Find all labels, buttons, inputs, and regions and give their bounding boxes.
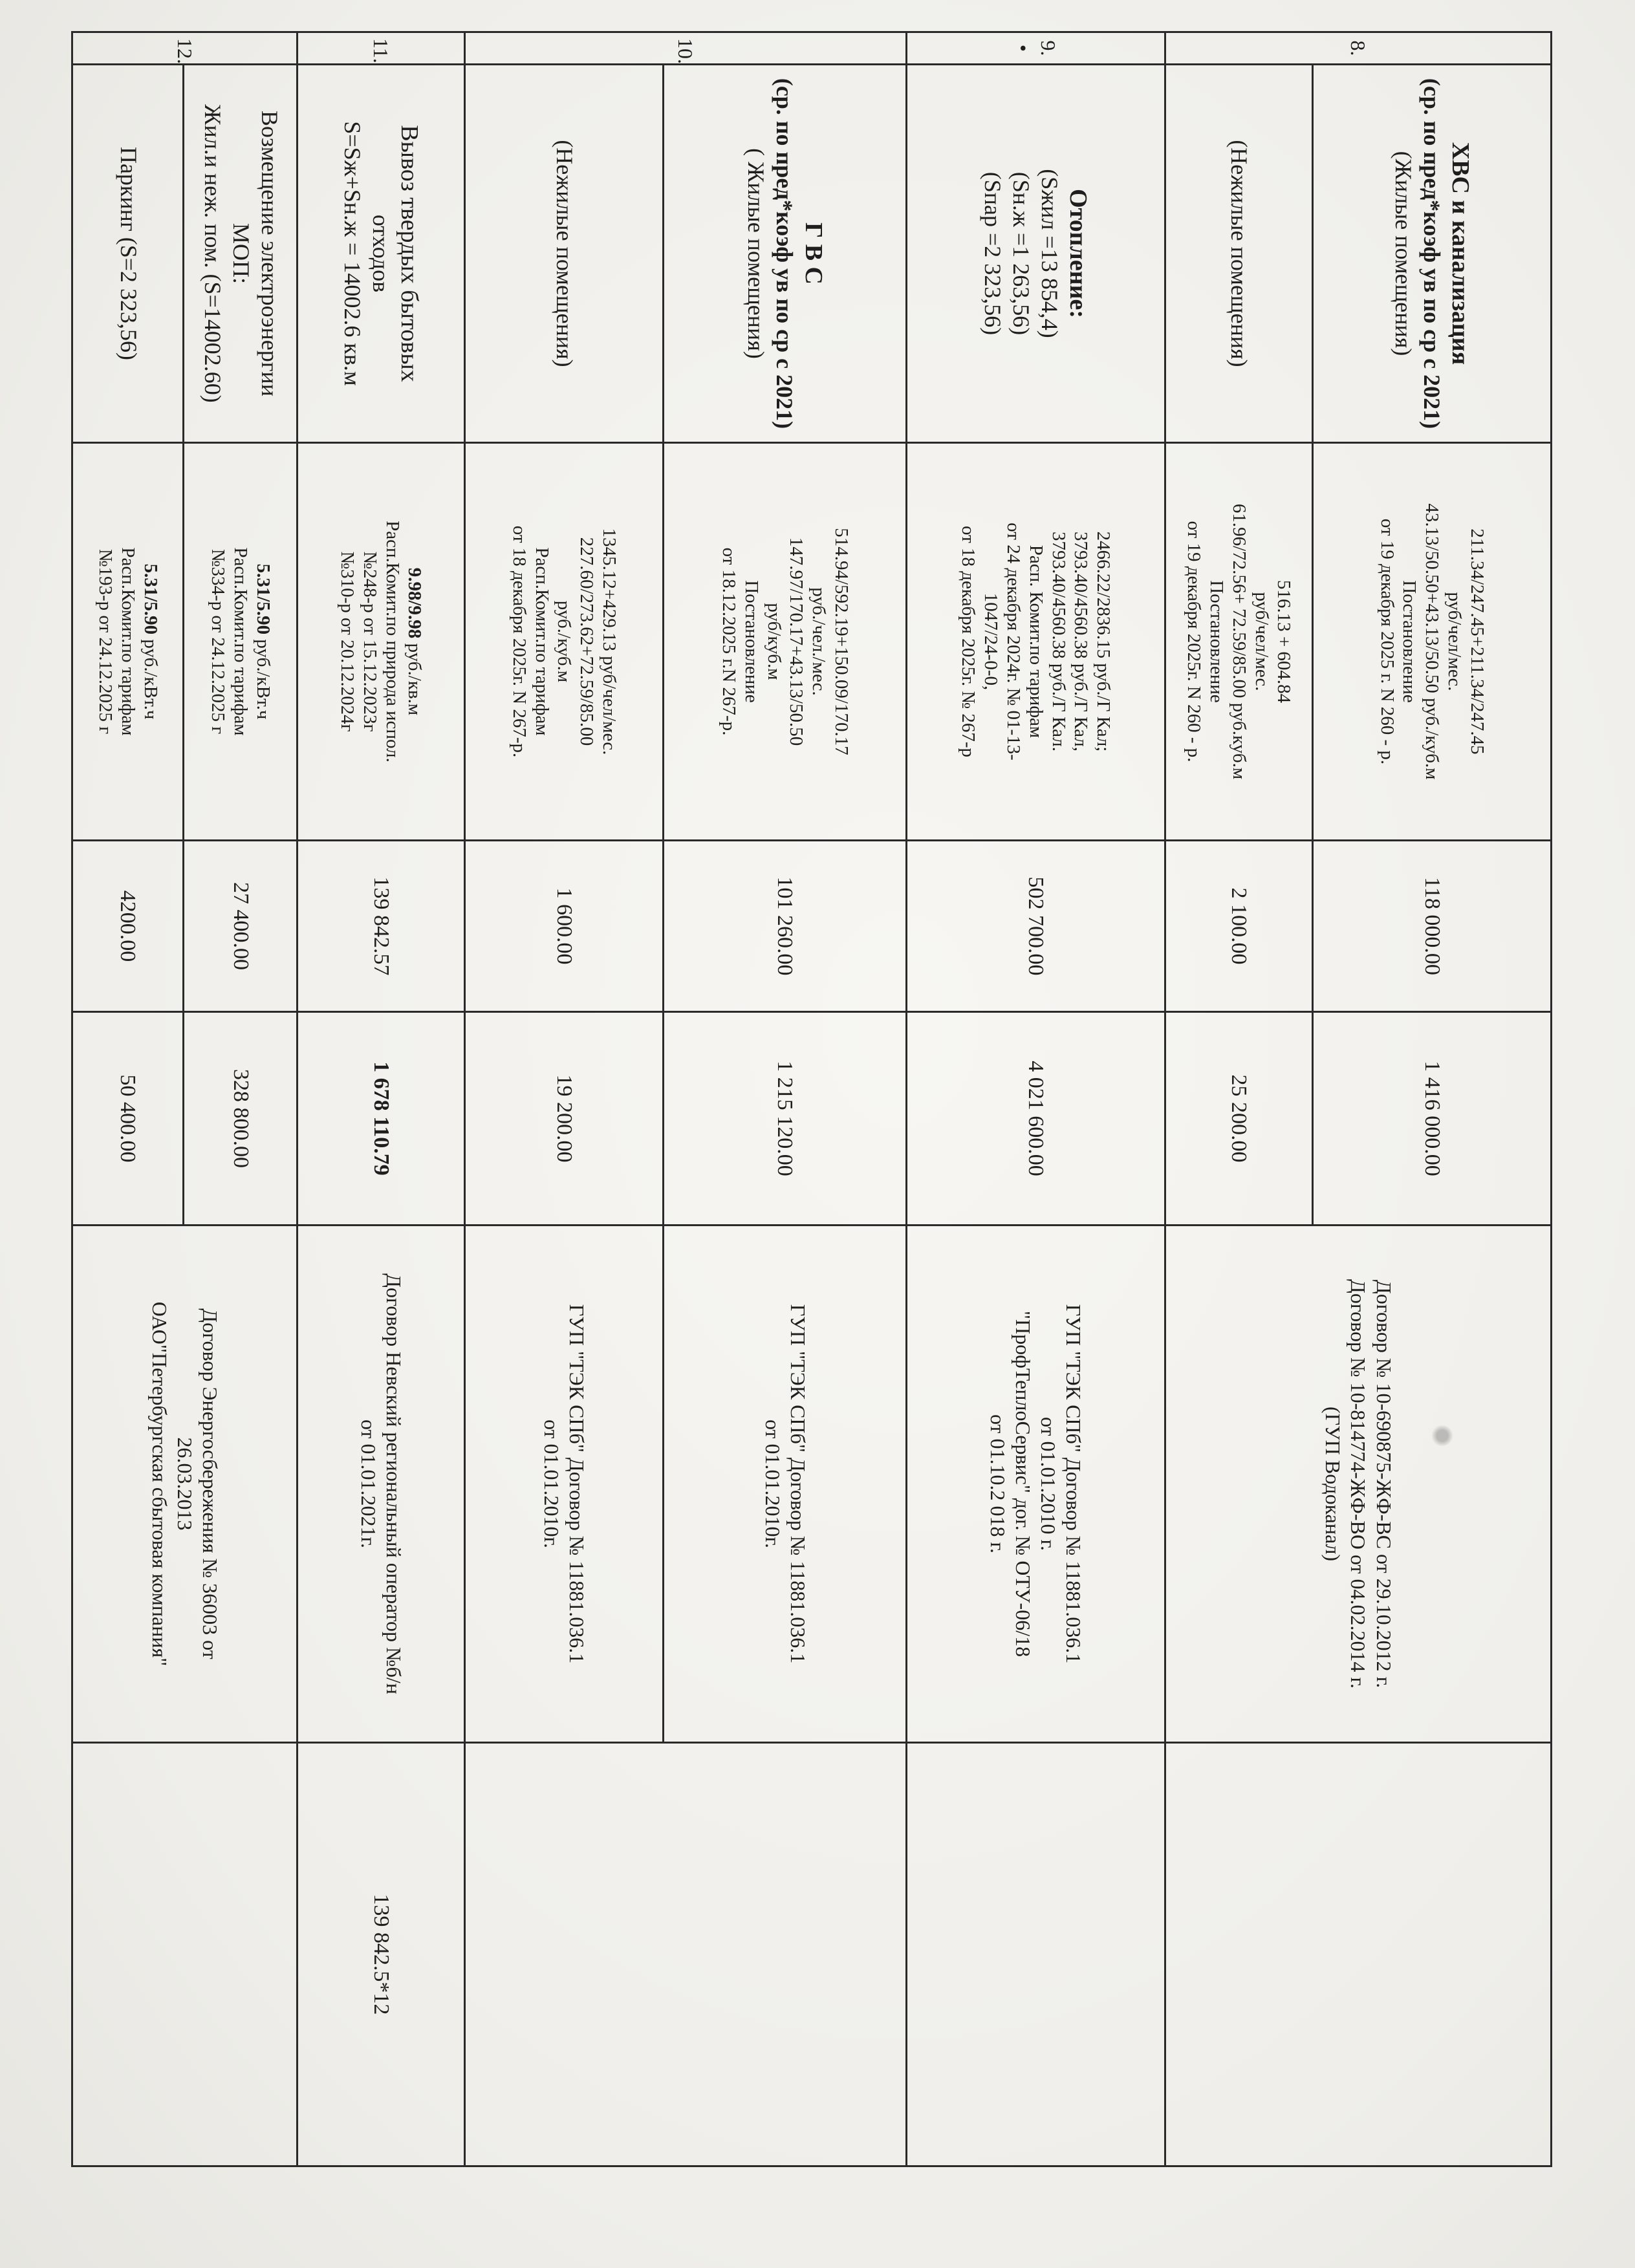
text-line: Договор № 10-690875-ЖФ-ВС от 29.10.2012 г. [1372,1279,1396,1689]
amount-month: 502 700.00 [906,841,1165,1012]
tariff-cell [298,443,465,841]
row-number: 11. [298,32,465,65]
text-line: от 18 декабря 2025г. № 267-р [958,526,979,757]
extra-cell [1165,1743,1551,2166]
text-line: от 01.01.2010г. [761,1419,785,1549]
service-title: Г В С [799,222,827,285]
area-line: S=Sж+Sн.ж = 14002.6 кв.м [339,121,365,386]
service-note: (ср. по пред*коэф ув по ср с 2021) [772,78,798,429]
table-row [184,32,298,2166]
service-name [298,65,465,443]
text-line: руб./чел./мес. [808,587,830,696]
rotated-table-area [71,31,1552,2165]
service-title: ХВС и канализация [1446,142,1474,365]
text-line: (ГУП Водоканал) [1321,1406,1345,1562]
area-line: (Sжил =13 854,4) [1037,169,1063,338]
service-title: Отопление: [1065,188,1092,319]
text-line: 211.34/247.45+211.34/247.45 [1466,528,1488,755]
amount-year: 1 416 000.00 [1312,1012,1551,1226]
text-line: от 01.01.2010 г. [1037,1416,1061,1551]
premises-type: Жил.и неж. пом. (S=14002.60) [199,104,226,403]
text-line: 26.03.2013 [173,1437,197,1531]
amount-month: 1 600.00 [464,841,664,1012]
amount-month: 27 400.00 [184,841,298,1012]
amount-month: 101 260.00 [664,841,906,1012]
amount-year: 25 200.00 [1165,1012,1312,1226]
table-row [664,32,906,2166]
text-line: от 18 декабря 2025г. N 267-р. [508,525,530,758]
text-line: ГУП "ТЭК СПб" Договор № 11881.036.1 [786,1304,810,1664]
row-number: 8. [1165,32,1551,65]
premises-type: (Нежилые помещения) [1226,140,1253,367]
text-line: руб./куб.м [554,600,575,683]
amount-year: 4 021 600.00 [906,1012,1165,1226]
text-line: от 19 декабря 2025 г. N 260 - р. [1376,518,1398,765]
text-line: Расп. Комит.по тарифам [1025,545,1046,739]
contract-cell [72,1226,298,1743]
text-line: Расп.Комит.по природа испол. [382,521,403,762]
text-line: от 01.01.2021г. [356,1419,380,1549]
text-line: ГУП "ТЭК СПб" Договор № 11881.036.1 [565,1304,589,1664]
area-line: (Sн.ж =1 263,56) [1008,171,1035,336]
row-number: 10. [464,32,906,65]
text-line: ОАО"Петербургская сбытовая компания" [148,1301,172,1667]
text-line: №334-р от 24.12.2025 г [208,548,229,735]
text-line: Расп.Комит.по тарифам [118,547,139,736]
tariff-rate-value: 9.98/9.98 [404,567,426,639]
text-line: от 01.10.2 018 г. [986,1414,1010,1554]
text-line: от 19 декабря 2025г. N 260 - р. [1184,521,1205,762]
extra-cell [906,1743,1165,2166]
text-line: Постановление [741,580,762,703]
text-line: 227.60/273.62+72.59/85.00 [576,537,598,746]
text-line: от 01.01.2010г. [540,1419,564,1549]
text-line: 2466.22/2836.15 руб./Г Кал; [1093,531,1114,752]
premises-type: (Жилые помещения) [1390,151,1416,356]
amount-year: 1 215 120.00 [664,1012,906,1226]
service-title: Возмещение электроэнергии [256,110,283,397]
premises-type: (Нежилые помещения) [551,140,578,367]
contract-cell [906,1226,1165,1743]
premises-type: Паркинг (S=2 323,56) [115,146,142,361]
service-name [906,65,1165,443]
extra-cell: 139 842.5*12 [298,1743,465,2166]
service-title: Вывоз твердых бытовых [395,125,423,382]
text-line: Расп.Комит.по тарифам [230,547,252,736]
punch-mark [1429,1423,1455,1449]
contract-cell [464,1226,664,1743]
table-row [298,32,465,2166]
tariff-cell [906,443,1165,841]
service-name [72,65,184,443]
text-line: №193-р от 24.12.2025 г [95,548,116,735]
amount-month: 2 100.00 [1165,841,1312,1012]
text-line: 1047/24-0-0, [980,592,1002,691]
text-line: Расп.Комит.по тарифам [531,547,552,736]
text-line: от 18.12.2025 г.N 267-р. [719,547,740,736]
premises-type: ( Жилые помещения) [743,148,770,359]
text-line: руб/чел/мес. [1444,592,1466,691]
tariff-cell [664,443,906,841]
text-line: 1345.12+429.13 руб/чел/мес. [599,528,620,755]
tariff-rate [252,449,274,834]
tariff-cell [72,443,184,841]
contract-cell [664,1226,906,1743]
text-line: 516.13 + 604.84 [1273,579,1295,704]
service-line: МОП: [228,222,254,284]
text-line: №248-р от 15.12.2023г [359,551,380,732]
tariff-cell [464,443,664,841]
text-line: 147.97/170.17+43.13/50.50 [786,537,807,746]
text-line: Договор Энергосбережения № 36003 от [199,1308,222,1659]
service-name [1312,65,1551,443]
text-line: руб/куб.м [763,603,785,680]
text-line: 43.13/50.50+43.13/50.50 руб./куб.м [1422,503,1443,780]
tariff-rate-unit: руб./кВт.ч [140,634,161,720]
tariff-rate-value: 5.31/5.90 [252,563,274,635]
text-line: 3793.40/4560.38 руб./Г Кал, [1070,532,1092,751]
service-name [1165,65,1312,443]
text-line: ГУП "ТЭК СПб" Договор № 11881.036.1 [1062,1304,1086,1664]
table-row [1312,32,1551,2166]
text-line: Договор № 10-814774-ЖФ-ВО от 04.02.2014 г. [1347,1279,1370,1689]
amount-month: 4200.00 [72,841,184,1012]
service-name [464,65,664,443]
tariff-rate-unit: руб./кВт.ч [252,634,274,720]
amount-year: 1 678 110.79 [298,1012,465,1226]
text-line: Договор Невский региональный оператор №б/н [382,1273,406,1694]
row-number: 9. • [906,32,1165,65]
amount-month: 118 000.00 [1312,841,1551,1012]
amount-year: 19 200.00 [464,1012,664,1226]
text-line: руб/чел/мес. [1251,592,1272,691]
contract-cell [1165,1226,1551,1743]
amount-month: 139 842.57 [298,841,465,1012]
tariff-table [71,31,1552,2167]
text-line: 514.94/592.19+150.09/170.17 [831,528,852,755]
text-line: Постановление [1206,580,1227,703]
row-number: 12. [72,32,298,65]
tariff-cell [184,443,298,841]
tariff-rate [139,449,162,834]
service-name [664,65,906,443]
text-line: Постановление [1399,580,1420,703]
text-line: 3793.40/4560.38 руб./Г Кал. [1048,532,1069,751]
tariff-cell [1312,443,1551,841]
text-line: 61.96/72.56+ 72.59/85.00 руб.куб.м [1228,503,1250,780]
text-line: "ПрофТеплоСервис" дог. № ОТУ-06/18 [1012,1310,1035,1658]
extra-cell [464,1743,906,2166]
service-note: (ср. по пред*коэф ув по ср с 2021) [1418,78,1445,429]
service-line: отходов [367,214,394,293]
area-line: (Sпар =2 323,56) [980,171,1006,336]
service-name [184,65,298,443]
extra-cell [72,1743,298,2166]
tariff-rate [404,449,426,834]
tariff-cell [1165,443,1312,841]
text-line: от 24 декабря 2024г. № 01-13- [1003,523,1024,761]
amount-year: 328 800.00 [184,1012,298,1226]
table-row [906,32,1165,2166]
tariff-rate-value: 5.31/5.90 [140,563,161,635]
amount-year: 50 400.00 [72,1012,184,1226]
tariff-rate-unit: руб./кв.м [404,638,426,716]
text-line: №310-р от 20.12.2024г [337,551,358,732]
contract-cell [298,1226,465,1743]
